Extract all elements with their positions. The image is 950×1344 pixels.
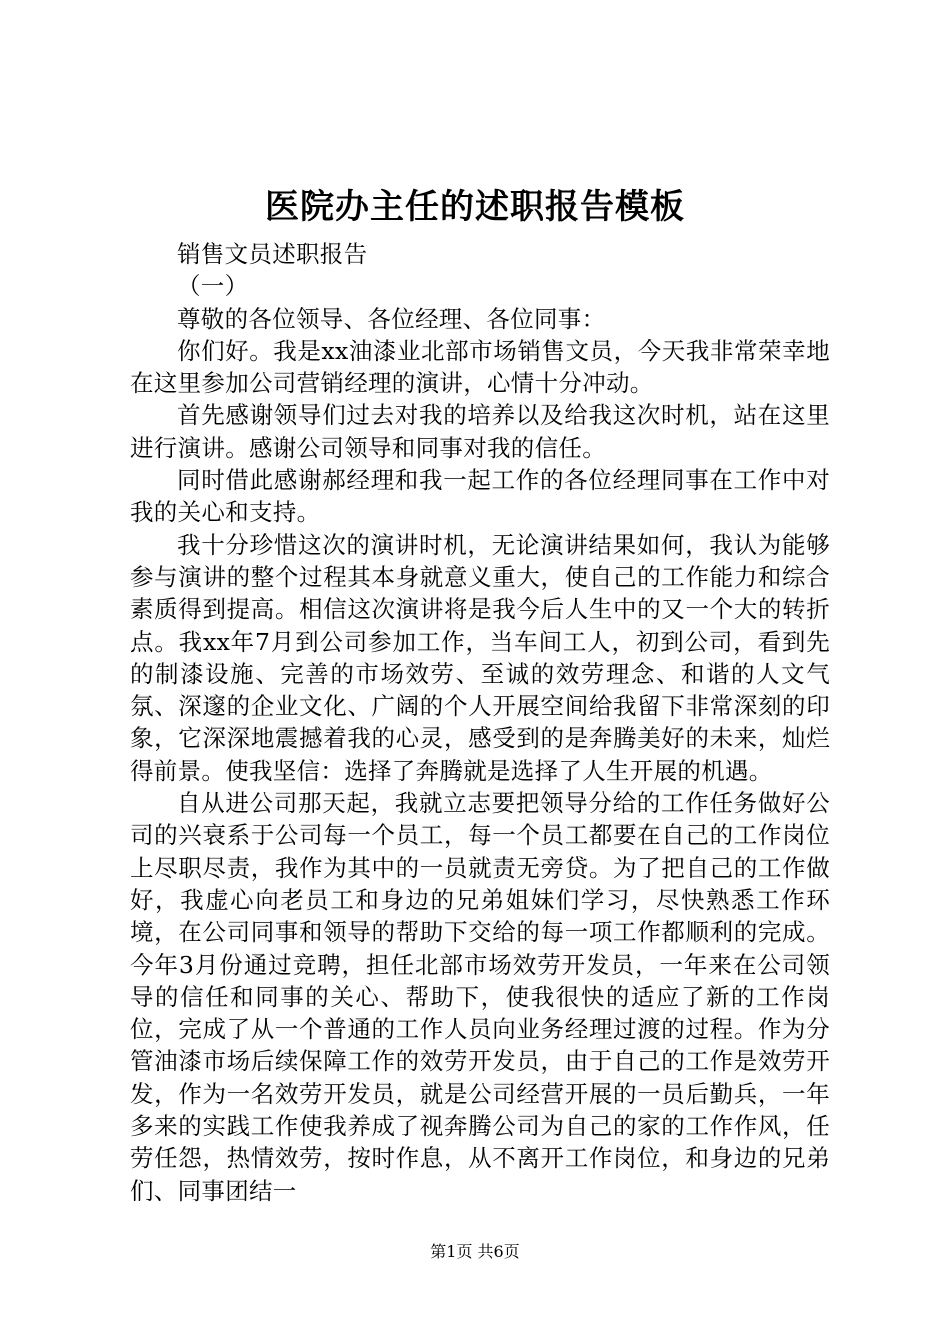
- paragraph: 首先感谢领导们过去对我的培养以及给我这次时机，站在这里进行演讲。感谢公司领导和同事对我的信任。: [130, 401, 830, 462]
- paragraph-salutation: 尊敬的各位领导、各位经理、各位同事：: [177, 304, 606, 333]
- paragraph: 我十分珍惜这次的演讲时机，无论演讲结果如何，我认为能够参与演讲的整个过程其本身就意义重大，使自己的工作能力和综合素质得到提高。相信这次演讲将是我今后人生中的又一个大的转折点。我xx年7月到公司参加工作，当车间工人，初到公司，看到先的制漆设施、完善的市场效劳、至诚的效劳理念、和谐的人文气氛、深邃的企业文化、广阔的个人开展空间给我留下非常深刻的印象，它深深地震撼着我的心灵，感受到的是奔腾美好的未来，灿烂得前景。使我坚信：选择了奔腾就是选择了人生开展的机遇。: [130, 530, 830, 785]
- document-body: [130, 238, 830, 1207]
- paragraph: 同时借此感谢郝经理和我一起工作的各位经理同事在工作中对我的关心和支持。: [130, 466, 830, 527]
- page-number-footer: 第1页 共6页: [430, 1242, 520, 1261]
- paragraph-heading: 销售文员述职报告: [177, 240, 368, 268]
- document-title: 医院办主任的述职报告模板: [265, 187, 685, 227]
- paragraph: 自从进公司那天起，我就立志要把领导分给的工作任务做好公司的兴衰系于公司每一个员工，每一个员工都要在自己的工作岗位上尽职尽责，我作为其中的一员就责无旁贷。为了把自己的工作做好，我虚心向老员工和身边的兄弟姐妹们学习，尽快熟悉工作环境，在公司同事和领导的帮助下交给的每一项工作都顺利的完成。今年3月份通过竞聘，担任北部市场效劳开发员，一年来在公司领导的信任和同事的关心、帮助下，使我很快的适应了新的工作岗位，完成了从一个普通的工作人员向业务经理过渡的过程。作为分管油漆市场后续保障工作的效劳开发员，由于自己的工作是效劳开发，作为一名效劳开发员，就是公司经营开展的一员后勤兵，一年多来的实践工作使我养成了视奔腾公司为自己的家的工作作风，任劳任怨，热情效劳，按时作息，从不离开工作岗位，和身边的兄弟们、同事团结一: [130, 789, 830, 1205]
- paragraph: 你们好。我是xx油漆业北部市场销售文员，今天我非常荣幸地在这里参加公司营销经理的演讲，心情十分冲动。: [130, 336, 830, 398]
- paragraph-section-number: （一）: [177, 272, 249, 301]
